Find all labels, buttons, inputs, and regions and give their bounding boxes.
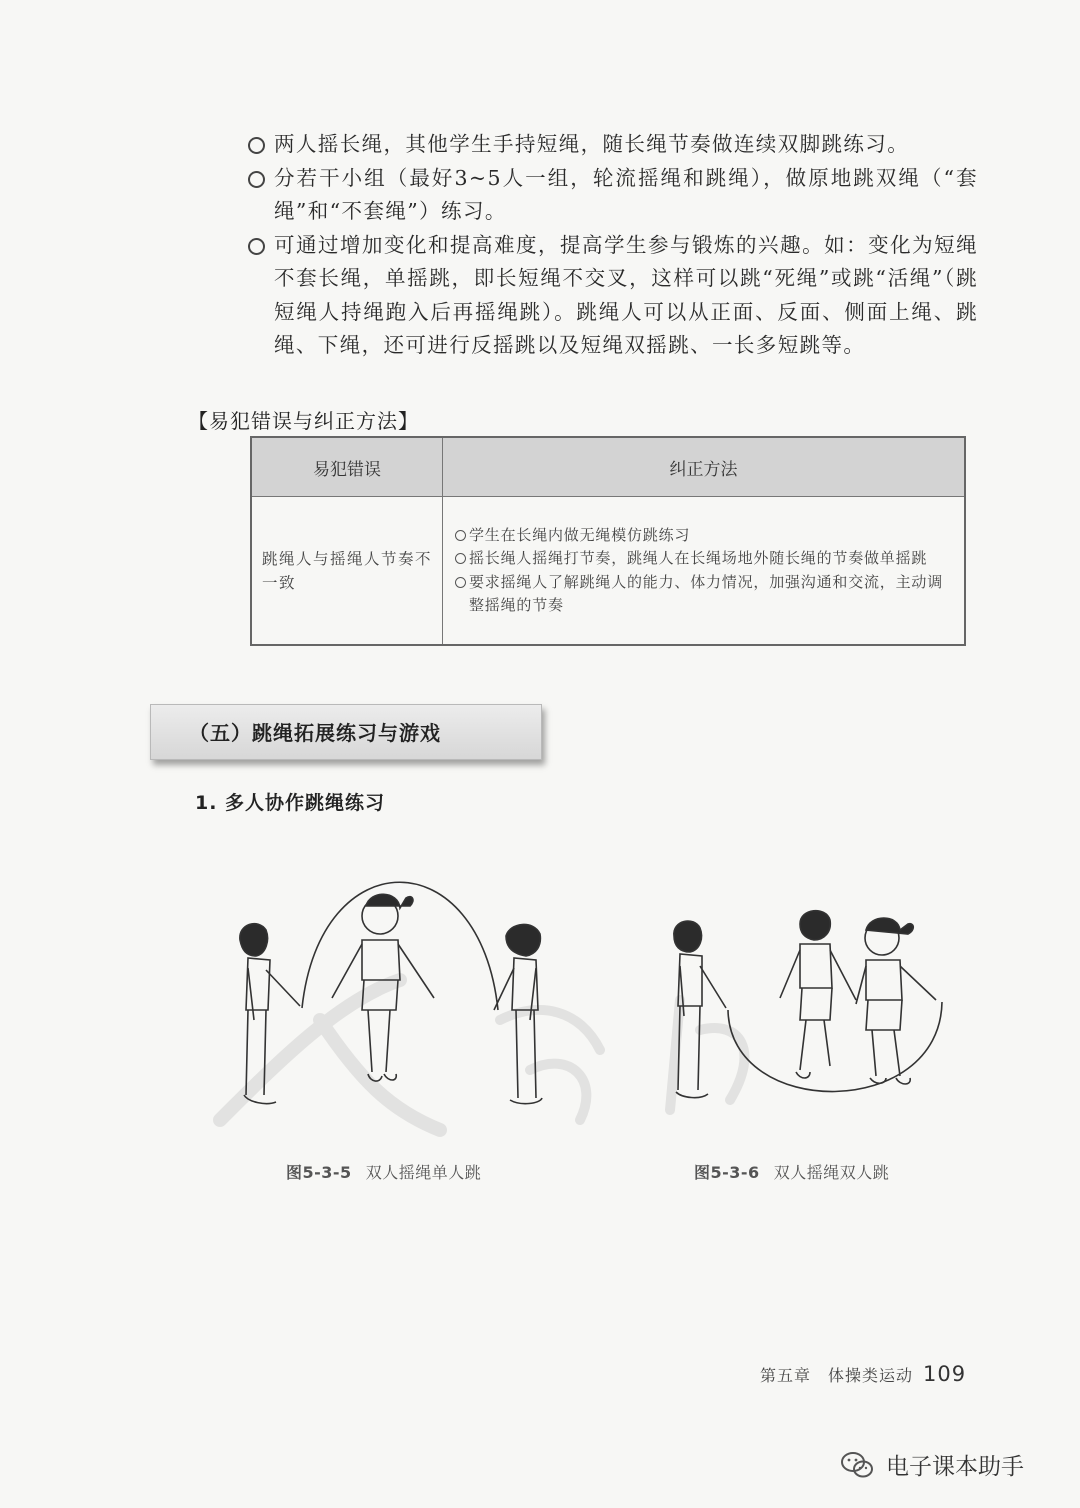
circle-bullet-icon xyxy=(455,530,466,541)
errors-table xyxy=(250,436,966,646)
figure-illustration-2 xyxy=(660,880,960,1120)
circle-bullet-icon xyxy=(248,171,265,188)
wechat-icon xyxy=(840,1450,874,1480)
bullet-item-1: 两人摇长绳，其他学生手持短绳，随长绳节奏做连续双脚跳练习。 xyxy=(248,128,978,162)
page-footer xyxy=(760,1362,966,1386)
method-item-2: 摇长绳人摇绳打节奏，跳绳人在长绳场地外随长绳的节奏做单摇跳 xyxy=(455,547,954,571)
circle-bullet-icon xyxy=(455,577,466,588)
watermark-text: 电子课本助手 xyxy=(886,1454,1024,1480)
circle-bullet-icon xyxy=(248,238,265,255)
header-method: 纠正方法 xyxy=(443,437,966,497)
circle-bullet-icon xyxy=(248,137,265,154)
account-watermark xyxy=(840,1448,1024,1481)
figure-caption-1: 图5-3-5 双人摇绳单人跳 xyxy=(286,1163,482,1182)
method-item-1: 学生在长绳内做无绳模仿跳练习 xyxy=(455,524,954,548)
figure-illustration-1 xyxy=(230,850,560,1120)
figure-caption-2: 图5-3-6 双人摇绳双人跳 xyxy=(694,1163,890,1182)
section-banner: （五）跳绳拓展练习与游戏 xyxy=(150,704,542,760)
table-row xyxy=(251,497,965,646)
bullet-item-3: 可通过增加变化和提高难度，提高学生参与锻炼的兴趣。如：变化为短绳不套长绳，单摇跳，即长短绳不交叉，这样可以跳“死绳”或跳“活绳”（跳短绳人持绳跑入后再摇绳跳）。跳绳人可以从正面、反面、侧面上绳、跳绳、下绳，还可进行反摇跳以及短绳双摇跳、一长多短跳等。 xyxy=(248,229,978,363)
errors-section-title: 【易犯错误与纠正方法】 xyxy=(188,409,419,433)
chapter-label: 第五章 体操类运动 xyxy=(760,1366,914,1385)
page-number: 109 xyxy=(923,1362,967,1386)
circle-bullet-icon xyxy=(455,553,466,564)
bullet-list xyxy=(248,128,978,363)
error-cell: 跳绳人与摇绳人节奏不一致 xyxy=(251,497,443,646)
subheading: 1. 多人协作跳绳练习 xyxy=(195,792,386,814)
table-header-row xyxy=(251,437,965,497)
bullet-item-2: 分若干小组（最好3~5人一组，轮流摇绳和跳绳），做原地跳双绳（“套绳”和“不套绳”）练习。 xyxy=(248,162,978,229)
method-cell xyxy=(443,497,966,646)
header-error: 易犯错误 xyxy=(251,437,443,497)
method-item-3: 要求摇绳人了解跳绳人的能力、体力情况，加强沟通和交流，主动调整摇绳的节奏 xyxy=(455,571,954,618)
